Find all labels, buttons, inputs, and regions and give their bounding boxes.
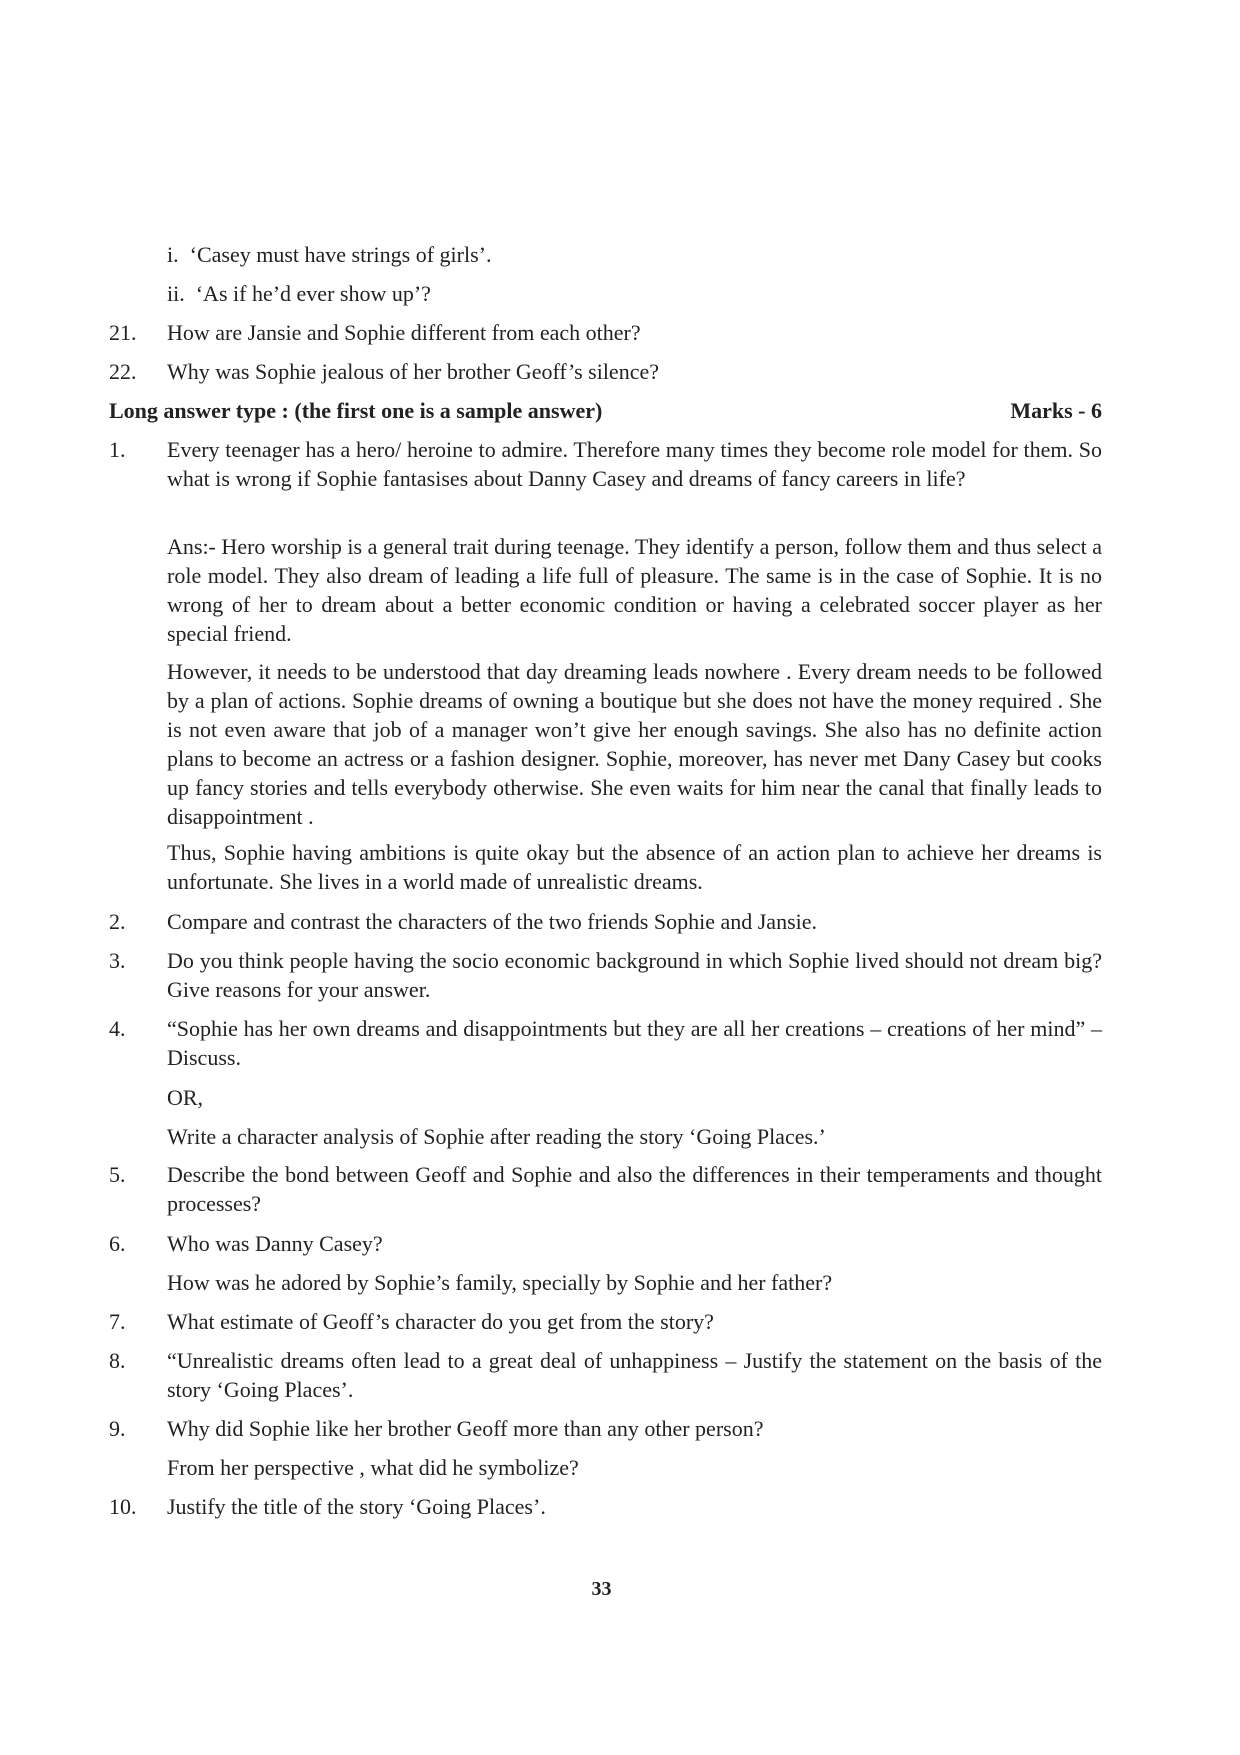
question-number-2: 2. xyxy=(109,909,126,934)
question-number-5: 5. xyxy=(109,1162,126,1187)
question-number-1: 1. xyxy=(109,437,126,462)
answer-paragraph-1: Ans:- Hero worship is a general trait during teenage. They identify a person, follow them and thus select a role model. They also dream of leading a life full of pleasure. The same is in the case of Sophie. It is no wrong of her to dream about a better economic condition or having a celebrated soccer player as her special friend. xyxy=(167,534,1102,646)
question-text-7: What estimate of Geoff’s character do you get from the story? xyxy=(167,1309,714,1334)
question-text-4: “Sophie has her own dreams and disappointments but they are all her creations – creations of her mind” – Discuss. xyxy=(167,1016,1102,1070)
question-number-3: 3. xyxy=(109,948,126,973)
section-heading: Long answer type : (the first one is a sample answer) xyxy=(109,398,603,423)
question-number-6: 6. xyxy=(109,1231,126,1256)
answer-paragraph-2: However, it needs to be understood that day dreaming leads nowhere . Every dream needs to be followed by a plan of actions. Sophie dreams of owning a boutique but she does not have the money required . She is not even aware that job of a manager won’t give her enough savings. She also has no definite action plans to become an actress or a fashion designer. Sophie, moreover, has never met Dany Casey but cooks up fancy stories and tells everybody otherwise. She even waits for him near the canal that finally leads to disappointment . xyxy=(167,659,1102,829)
list-item-ii xyxy=(167,279,431,308)
question-number-9: 9. xyxy=(109,1416,126,1441)
question-text-8: “Unrealistic dreams often lead to a great deal of unhappiness – Justify the statement on the basis of the story ‘Going Places’. xyxy=(167,1348,1102,1402)
question-number-4: 4. xyxy=(109,1016,126,1041)
question-text-5: Describe the bond between Geoff and Sophie and also the differences in their temperaments and thought processes? xyxy=(167,1162,1102,1216)
question-number-22: 22. xyxy=(109,359,137,384)
question-text-21: How are Jansie and Sophie different from each other? xyxy=(167,320,641,345)
question-text-1: Every teenager has a hero/ heroine to admire. Therefore many times they become role model for them. So what is wrong if Sophie fantasises about Danny Casey and dreams of fancy careers in life? xyxy=(167,437,1102,491)
question-text-2: Compare and contrast the characters of the two friends Sophie and Jansie. xyxy=(167,909,818,934)
question-text-9: Why did Sophie like her brother Geoff more than any other person? xyxy=(167,1416,764,1441)
question-number-7: 7. xyxy=(109,1309,126,1334)
question-text-4-alt: Write a character analysis of Sophie after reading the story ‘Going Places.’ xyxy=(167,1124,826,1149)
question-text-6: Who was Danny Casey? xyxy=(167,1231,383,1256)
answer-paragraph-3: Thus, Sophie having ambitions is quite okay but the absence of an action plan to achieve her dreams is unfortunate. She lives in a world made of unrealistic dreams. xyxy=(167,840,1102,894)
question-number-21: 21. xyxy=(109,320,137,345)
question-text-22: Why was Sophie jealous of her brother Geoff’s silence? xyxy=(167,359,659,384)
item-text: ‘As if he’d ever show up’? xyxy=(195,281,431,306)
question-text-3: Do you think people having the socio economic background in which Sophie lived should not dream big? Give reasons for your answer. xyxy=(167,948,1102,1002)
item-number: i. xyxy=(167,242,179,267)
question-number-8: 8. xyxy=(109,1348,126,1373)
question-number-10: 10. xyxy=(109,1494,137,1519)
marks-label: Marks - 6 xyxy=(1010,398,1102,423)
list-item-i xyxy=(167,240,491,269)
item-number: ii. xyxy=(167,281,185,306)
page-number: 33 xyxy=(591,1578,612,1600)
question-text-9-extra: From her perspective , what did he symbolize? xyxy=(167,1455,579,1480)
question-text-6-extra: How was he adored by Sophie’s family, specially by Sophie and her father? xyxy=(167,1270,833,1295)
question-text-10: Justify the title of the story ‘Going Places’. xyxy=(167,1494,546,1519)
or-label: OR, xyxy=(167,1085,204,1110)
item-text: ‘Casey must have strings of girls’. xyxy=(189,242,492,267)
